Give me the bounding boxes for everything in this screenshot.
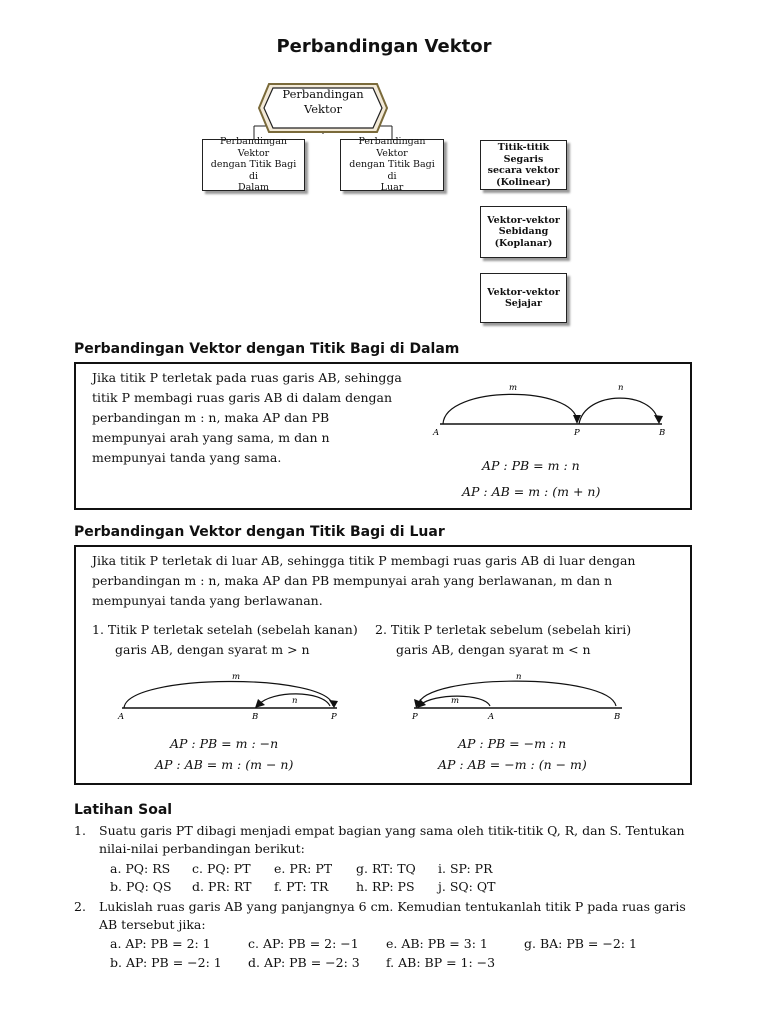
box1-line: Dalam [238,182,269,194]
option: a. AP: PB = 2: 1 [110,936,211,951]
fig-label-b: B [659,428,666,438]
question-line: nilai-nilai perbandingan berikut: [99,841,305,856]
box5-line: Sejajar [504,298,543,309]
fig-label-b: B [252,712,259,722]
option: i. SP: PR [438,861,493,876]
question-line: Lukislah ruas garis AB yang panjangnya 6 cm. Kemudian tentukanlah titik P pada ruas garis [99,899,686,914]
q2-options-row-2 [110,955,495,970]
text-line: mempunyai tanda yang berlawanan. [92,593,323,608]
option: j. SQ: QT [438,879,496,894]
section2-text [92,551,684,611]
diagram-box-koplanar [480,206,567,258]
case1-line: 1. Titik P terletak setelah (sebelah kanan) [92,622,358,637]
text-line: mempunyai tanda yang sama. [92,450,282,465]
fig-label-p: P [574,428,580,438]
text-line: perbandingan m : n, maka AP dan PB [92,410,330,425]
fig-label-a: A [488,712,495,722]
fig-label-n: n [618,383,624,393]
figure-dalam [425,375,675,445]
root-line-1: Perbandingan [282,87,364,101]
option: d. AP: PB = −2: 3 [248,955,360,970]
question-line: Suatu garis PT dibagi menjadi empat bagian yang sama oleh titik-titik Q, R, dan S. Tentukan [99,823,685,838]
fig-label-m: m [509,383,518,393]
fig-label-n: n [292,696,298,706]
option: g. RT: TQ [356,861,416,876]
option: a. PQ: RS [110,861,171,876]
text-line: perbandingan m : n, maka AP dan PB mempunyai arah yang berlawanan, m dan n [92,573,613,588]
option: f. AB: BP = 1: −3 [386,955,496,970]
box2-line: dengan Titik Bagi di [349,159,435,182]
box4-line: Sebidang [498,226,549,238]
equation-luar-2b: AP : AB = −m : (n − m) [438,757,587,772]
section1-text [92,368,412,468]
option: e. PR: PT [274,861,333,876]
box2-line: Luar [380,182,404,194]
fig-label-p: P [412,712,418,722]
case-2 [375,620,631,660]
diagram-box-dalam [202,136,305,194]
q1-options-row-1 [110,861,492,876]
section-heading-luar: Perbandingan Vektor dengan Titik Bagi di Luar [74,524,445,540]
box3-line: (Kolinear) [496,176,551,188]
option: g. BA: PB = −2: 1 [524,936,637,951]
box1-line: Perbandingan Vektor [219,136,288,159]
fig-label-m: m [232,672,241,682]
option: e. AB: PB = 3: 1 [386,936,488,951]
text-line: Jika titik P terletak pada ruas garis AB, sehingga [92,370,402,385]
fig-label-n: n [516,672,522,682]
equation-luar-1b: AP : AB = m : (m − n) [155,757,294,772]
text-line: Jika titik P terletak di luar AB, sehingga titik P membagi ruas garis AB di luar dengan [92,553,636,568]
option: b. PQ: QS [110,879,172,894]
case-1 [92,620,358,660]
case2-line: garis AB, dengan syarat m < n [396,642,591,657]
diagram-box-kolinear [480,140,567,190]
fig-label-a: A [118,712,125,722]
question-1-text [99,822,689,858]
equation-luar-1a: AP : PB = m : −n [170,736,279,751]
box5-line: Vektor-vektor [487,286,560,298]
fig-label-m: m [451,696,460,706]
option: c. AP: PB = 2: −1 [248,936,359,951]
box2-line: Perbandingan Vektor [358,136,426,159]
fig-label-b: B [614,712,621,722]
text-line: titik P membagi ruas garis AB di dalam dengan [92,390,393,405]
text-line: mempunyai arah yang sama, m dan n [92,430,330,445]
case1-line: garis AB, dengan syarat m > n [115,642,310,657]
root-line-2: Vektor [303,102,343,116]
equation-ap-ab: AP : AB = m : (m + n) [462,484,601,499]
question-1-number: 1. [74,823,86,838]
case2-line: 2. Titik P terletak sebelum (sebelah kiri) [375,622,632,637]
page-title: Perbandingan Vektor [276,36,492,57]
figure-luar-2 [404,668,634,728]
option: f. PT: TR [274,879,329,894]
equation-ap-pb: AP : PB = m : n [482,458,580,473]
box1-line: dengan Titik Bagi di [210,159,297,182]
q2-options-row-1 [110,936,637,951]
option: c. PQ: PT [192,861,251,876]
question-2-number: 2. [74,899,86,914]
q1-options-row-2 [110,879,495,894]
box3-line: Titik-titik Segaris [497,142,550,165]
box4-line: (Koplanar) [494,237,553,249]
fig-label-p: P [331,712,337,722]
box4-line: Vektor-vektor [487,214,560,226]
diagram-root-node [257,82,389,134]
section-heading-dalam: Perbandingan Vektor dengan Titik Bagi di Dalam [74,341,460,357]
diagram-box-sejajar [480,273,567,323]
latihan-heading: Latihan Soal [74,802,173,818]
figure-luar-1 [112,668,352,728]
equation-luar-2a: AP : PB = −m : n [458,736,567,751]
diagram-box-luar [340,136,444,194]
fig-label-a: A [433,428,440,438]
question-2-text [99,898,689,934]
box3-line: secara vektor [487,165,560,176]
option: h. RP: PS [356,879,415,894]
question-line: AB tersebut jika: [99,917,206,932]
option: d. PR: RT [192,879,252,894]
option: b. AP: PB = −2: 1 [110,955,222,970]
